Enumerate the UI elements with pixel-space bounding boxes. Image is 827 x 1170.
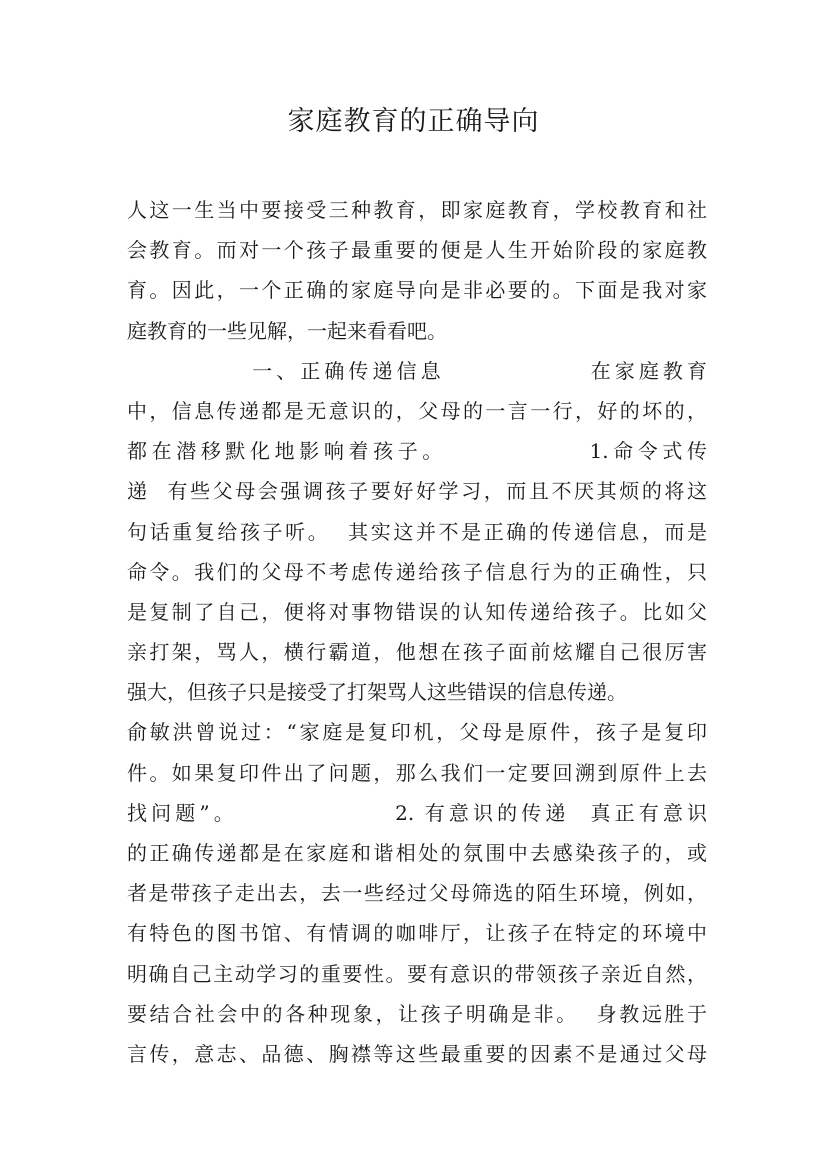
body-line: 人这一生当中要接受三种教育，即家庭教育，学校教育和社 — [127, 198, 707, 222]
body-line: 中，信息传递都是无意识的，父母的一言一行，好的坏的， — [127, 398, 707, 423]
body-line: 俞敏洪曾说过：“家庭是复印机，父母是原件，孩子是复印 — [127, 720, 707, 745]
body-line: 会教育。而对一个孩子最重要的便是人生开始阶段的家庭教 — [127, 238, 707, 263]
body-line: 找问题”。 2. 有意识的传递 真正有意识 — [127, 800, 707, 825]
body-line: 是复制了自己，便将对事物错误的认知传递给孩子。比如父 — [127, 599, 707, 624]
body-line: 育。因此，一个正确的家庭导向是非必要的。下面是我对家 — [127, 278, 707, 303]
body-line: 有特色的图书馆、有情调的咖啡厅，让孩子在特定的环境中 — [127, 921, 707, 946]
body-line: 亲打架，骂人，横行霸道，他想在孩子面前炫耀自己很厉害 — [127, 640, 707, 665]
body-line: 明确自己主动学习的重要性。要有意识的带领孩子亲近自然， — [127, 961, 707, 986]
body-line: 要结合社会中的各种现象，让孩子明确是非。 身教远胜于 — [127, 1001, 707, 1026]
document-title: 家庭教育的正确导向 — [287, 106, 540, 137]
body-line: 者是带孩子走出去，去一些经过父母筛选的陌生环境，例如， — [127, 881, 707, 906]
body-line: 递 有些父母会强调孩子要好好学习，而且不厌其烦的将这 — [127, 479, 707, 504]
body-line: 言传，意志、品德、胸襟等这些最重要的因素不是通过父母 — [127, 1041, 707, 1066]
body-line: 强大，但孩子只是接受了打架骂人这些错误的信息传递。 — [127, 680, 627, 705]
body-line: 都在潜移默化地影响着孩子。 1.命令式传 — [127, 439, 707, 464]
body-line: 件。如果复印件出了问题，那么我们一定要回溯到原件上去 — [127, 760, 707, 785]
body-line: 的正确传递都是在家庭和谐相处的氛围中去感染孩子的，或 — [127, 841, 707, 865]
document-body — [127, 190, 707, 1074]
body-line: 命令。我们的父母不考虑传递给孩子信息行为的正确性，只 — [127, 559, 707, 584]
body-line: 庭教育的一些见解，一起来看看吧。 — [127, 318, 447, 343]
body-line: 一、正确传递信息 在家庭教育 — [127, 358, 707, 383]
body-line: 句话重复给孩子听。 其实这并不是正确的传递信息，而是 — [127, 519, 707, 544]
